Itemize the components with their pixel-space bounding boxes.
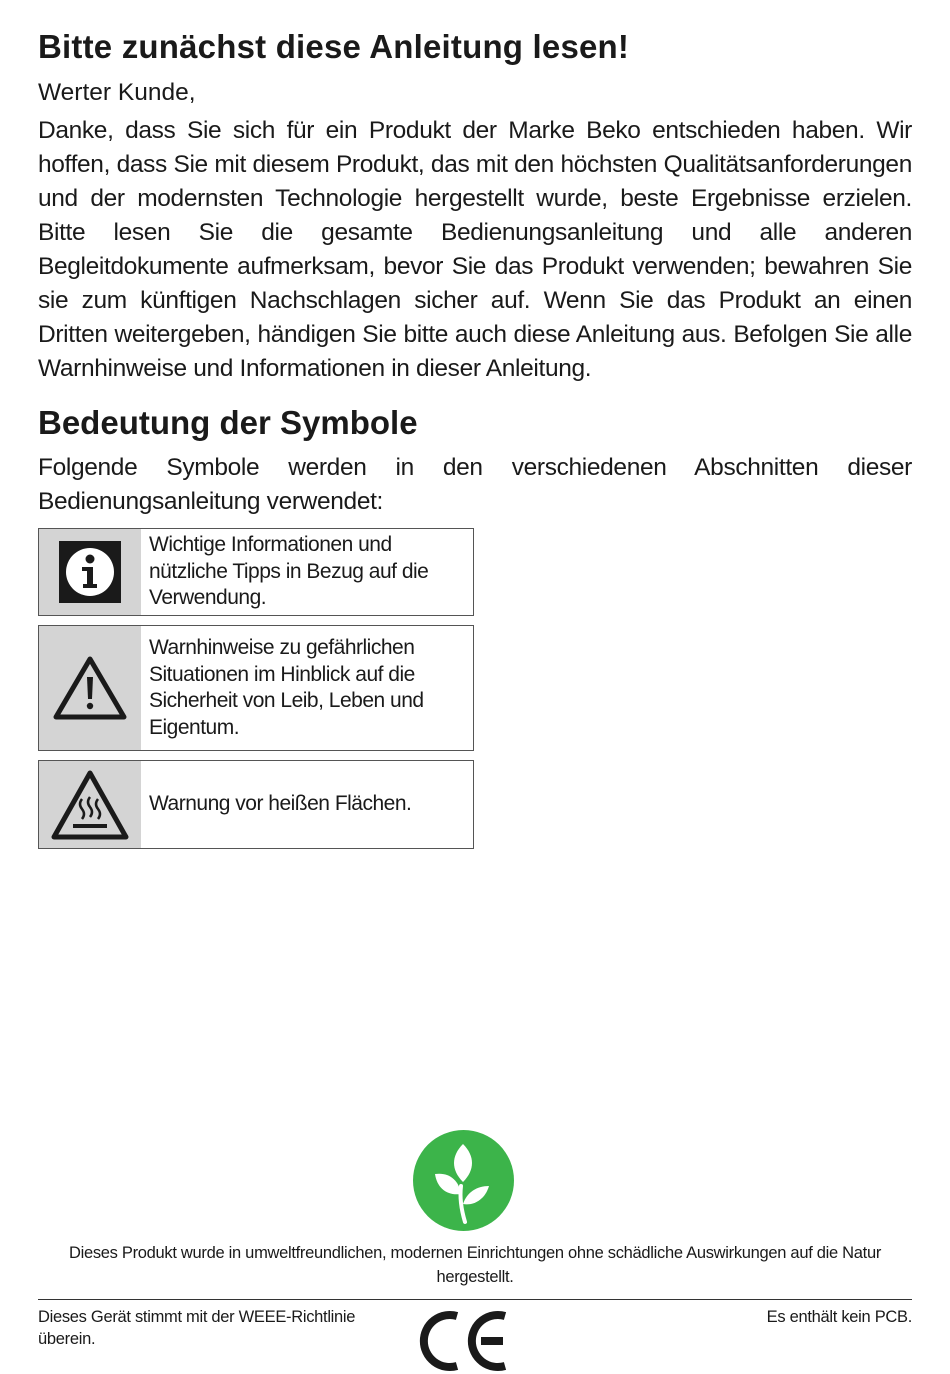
info-icon — [39, 529, 141, 615]
greeting: Werter Kunde, — [38, 79, 196, 106]
symbol-hot-surface-text: Warnung vor heißen Flächen. — [149, 792, 412, 816]
symbol-info-box — [38, 528, 474, 616]
hot-surface-icon — [39, 761, 141, 848]
page-title: Bitte zunächst diese Anleitung lesen! — [38, 28, 630, 65]
symbols-intro: Folgende Symbole werden in den verschiedenen Abschnitten dieser Bedienungsanleitung verwendet: — [38, 454, 912, 515]
eco-statement: Dieses Produkt wurde in umweltfreundlichen, modernen Einrichtungen ohne schädliche Auswirkungen auf die Natur hergestellt. — [68, 1244, 882, 1286]
weee-statement: Dieses Gerät stimmt mit der WEEE-Richtlinie überein. — [38, 1308, 356, 1348]
warning-triangle-icon — [39, 626, 141, 750]
symbol-hot-surface-box — [38, 760, 474, 849]
symbols-heading: Bedeutung der Symbole — [38, 404, 418, 441]
pcb-statement: Es enthält kein PCB. — [766, 1308, 912, 1326]
symbol-warning-text: Warnhinweise zu gefährlichen Situationen im Hinblick auf die Sicherheit von Leib, Leben und Eigentum. — [149, 636, 424, 739]
eco-leaf-icon — [413, 1130, 514, 1231]
footer-divider — [38, 1299, 912, 1300]
ce-mark-icon — [419, 1308, 509, 1372]
symbol-info-text: Wichtige Informationen und nützliche Tipps in Bezug auf die Verwendung. — [149, 533, 429, 610]
symbol-warning-box — [38, 625, 474, 751]
intro-paragraph: Danke, dass Sie sich für ein Produkt der Marke Beko entschieden haben. Wir hoffen, dass Sie mit diesem Produkt, das mit den höchsten Qualitätsanforderungen und der modernsten Technologie hergestellt wurde, beste Ergebnisse erzielen. Bitte lesen Sie die gesamte Bedienungsanleitung und alle anderen Begleitdokumente aufmerksam, bevor Sie das Produkt verwenden; bewahren Sie sie zum künftigen Nachschlagen sicher auf. Wenn Sie das Produkt an einen Dritten weitergeben, händigen Sie bitte auch diese Anleitung aus. Befolgen Sie alle Warnhinweise und Informationen in dieser Anleitung. — [38, 117, 912, 382]
